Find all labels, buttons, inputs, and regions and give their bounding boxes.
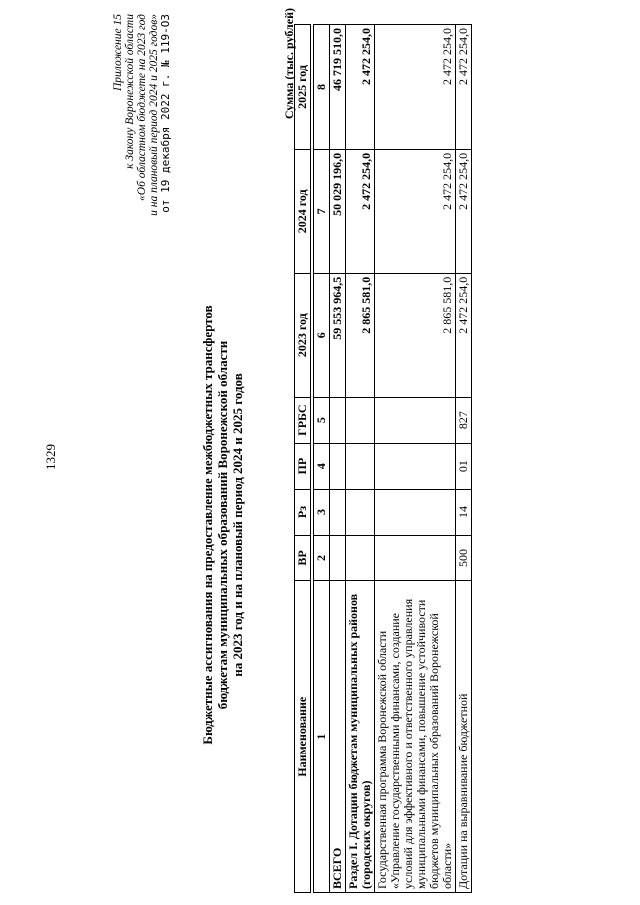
row-2025: 46 719 510,0 bbox=[330, 25, 346, 150]
page-number: 1329 bbox=[43, 444, 58, 470]
table-row bbox=[456, 25, 472, 893]
row-rz: 14 bbox=[456, 489, 472, 535]
table-row bbox=[375, 25, 456, 893]
annex-line-2: к Закону Воронежской области bbox=[124, 14, 136, 169]
row-grbs bbox=[375, 397, 456, 443]
row-2023: 2 472 254,0 bbox=[456, 273, 472, 397]
title-line-2: бюджетам муниципальных образований Воронежской области bbox=[215, 340, 230, 710]
row-pr bbox=[346, 443, 375, 489]
row-vr: 500 bbox=[456, 535, 472, 581]
header-grbs: ГРБС bbox=[295, 397, 311, 443]
header-rz: Рз bbox=[295, 489, 311, 535]
row-rz bbox=[375, 489, 456, 535]
annex-line-4: и на плановый период 2024 и 2025 годов» bbox=[148, 14, 160, 216]
row-grbs bbox=[330, 397, 346, 443]
table-row bbox=[346, 25, 375, 893]
row-2025: 2 472 254,0 bbox=[375, 25, 456, 150]
row-2023: 59 553 964,5 bbox=[330, 273, 346, 397]
index-cell: 8 bbox=[314, 25, 330, 150]
row-2025: 2 472 254,0 bbox=[346, 25, 375, 150]
header-2025: 2025 год bbox=[295, 25, 311, 150]
row-name: Раздел I. Дотации бюджетам муниципальных районов (городских округов) bbox=[346, 581, 375, 893]
index-cell: 5 bbox=[314, 397, 330, 443]
allocation-table bbox=[294, 24, 472, 893]
index-cell: 1 bbox=[314, 581, 330, 893]
title-line-1: Бюджетные ассигнования на предоставление межбюджетных трансфертов bbox=[200, 305, 215, 745]
row-2025: 2 472 254,0 bbox=[456, 25, 472, 150]
header-2024: 2024 год bbox=[295, 149, 311, 273]
index-cell: 2 bbox=[314, 535, 330, 581]
header-2023: 2023 год bbox=[295, 273, 311, 397]
table-row bbox=[330, 25, 346, 893]
row-name: ВСЕГО bbox=[330, 581, 346, 893]
row-2023: 2 865 581,0 bbox=[375, 273, 456, 397]
index-cell: 4 bbox=[314, 443, 330, 489]
row-2024: 2 472 254,0 bbox=[346, 149, 375, 273]
header-row bbox=[295, 25, 311, 893]
header-name: Наименование bbox=[295, 581, 311, 893]
index-cell: 3 bbox=[314, 489, 330, 535]
header-pr: ПР bbox=[295, 443, 311, 489]
annex-date: от 19 декабря 2022 г. № 119-ОЗ bbox=[159, 14, 172, 213]
row-vr bbox=[375, 535, 456, 581]
annex-block bbox=[112, 14, 172, 434]
row-pr: 01 bbox=[456, 443, 472, 489]
row-name: Дотации на выравнивание бюджетной bbox=[456, 581, 472, 893]
row-grbs bbox=[346, 397, 375, 443]
row-rz bbox=[346, 489, 375, 535]
row-name: Государственная программа Воронежской области «Управление государственными финансами, создание условий для эффективного и ответственного управления муниципальными финансами, повышение устойчивости бюджетов муниципальных образований Воронежской области» bbox=[375, 581, 456, 893]
row-2023: 2 865 581,0 bbox=[346, 273, 375, 397]
row-vr bbox=[330, 535, 346, 581]
index-cell: 6 bbox=[314, 273, 330, 397]
annex-line-1: Приложение 15 bbox=[112, 14, 124, 92]
row-rz bbox=[330, 489, 346, 535]
index-cell: 7 bbox=[314, 149, 330, 273]
row-vr bbox=[346, 535, 375, 581]
row-2024: 2 472 254,0 bbox=[456, 149, 472, 273]
row-2024: 50 029 196,0 bbox=[330, 149, 346, 273]
row-2024: 2 472 254,0 bbox=[375, 149, 456, 273]
units-label: Сумма (тыс. рублей) bbox=[282, 8, 296, 120]
row-pr bbox=[330, 443, 346, 489]
header-vr: ВР bbox=[295, 535, 311, 581]
row-pr bbox=[375, 443, 456, 489]
column-index-row bbox=[314, 25, 330, 893]
document-title bbox=[200, 295, 245, 755]
title-line-3: на 2023 год и на плановый период 2024 и 2025 годов bbox=[230, 373, 245, 677]
row-grbs: 827 bbox=[456, 397, 472, 443]
annex-line-3: «Об областном бюджете на 2023 год bbox=[136, 14, 148, 201]
